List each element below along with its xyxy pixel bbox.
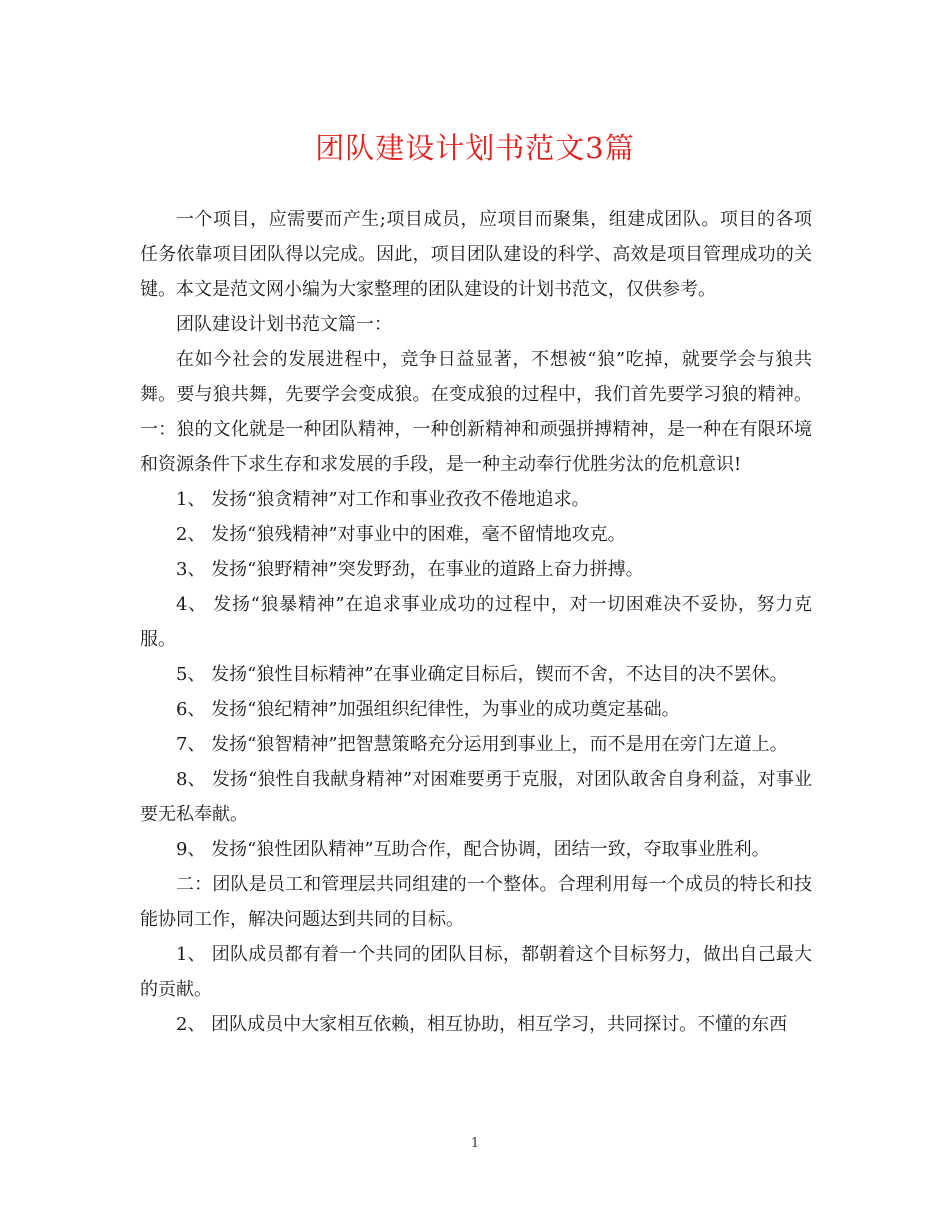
list-item: 8、 发扬“狼性自我献身精神”对困难要勇于克服，对团队敢舍自身利益，对事业要无私奉献。: [140, 769, 812, 825]
body-paragraph: 在如今社会的发展进程中，竞争日益显著，不想被“狼”吃掉，就要学会与狼共舞。要与狼共舞，先要学会变成狼。在变成狼的过程中，我们首先要学习狼的精神。 一：狼的文化就是一种团队精神，一种创新精神和顽强拼搏精神，是一种在有限环境和资源条件下求生存和求发展的手段，是一种主动奉行优胜劣汰的危机意识!: [140, 349, 812, 475]
list-item: 4、 发扬“狼暴精神”在追求事业成功的过程中，对一切困难决不妥协，努力克服。: [140, 594, 812, 650]
intro-paragraph: 一个项目，应需要而产生;项目成员，应项目而聚集，组建成团队。项目的各项任务依靠项目团队得以完成。因此，项目团队建设的科学、高效是项目管理成功的关键。本文是范文网小编为大家整理的团队建设的计划书范文，仅供参考。: [140, 209, 812, 300]
list-item: 3、 发扬“狼野精神”突发野劲，在事业的道路上奋力拼搏。: [176, 559, 644, 580]
list-item: 6、 发扬“狼纪精神”加强组织纪律性，为事业的成功奠定基础。: [176, 699, 680, 720]
section-heading: 团队建设计划书范文篇一：: [176, 314, 392, 335]
list-item: 9、 发扬“狼性团队精神”互助合作，配合协调，团结一致，夺取事业胜利。: [176, 839, 770, 860]
list-item: 2、 发扬“狼残精神”对事业中的困难，毫不留情地攻克。: [176, 524, 626, 545]
list-item: 2、 团队成员中大家相互依赖，相互协助，相互学习，共同探讨。不懂的东西: [176, 1014, 788, 1035]
list-item: 1、 发扬“狼贪精神”对工作和事业孜孜不倦地追求。: [176, 489, 590, 510]
page-number: 1: [470, 1136, 480, 1151]
document-body: [140, 202, 812, 1042]
document-title: 团队建设计划书范文3篇: [315, 131, 635, 165]
list-item: 7、 发扬“狼智精神”把智慧策略充分运用到事业上，而不是用在旁门左道上。: [176, 734, 788, 755]
body-paragraph: 二：团队是员工和管理层共同组建的一个整体。合理利用每一个成员的特长和技能协同工作，解决问题达到共同的目标。: [140, 874, 812, 930]
list-item: 1、 团队成员都有着一个共同的团队目标，都朝着这个目标努力，做出自己最大的贡献。: [140, 944, 812, 1000]
list-item: 5、 发扬“狼性目标精神”在事业确定目标后，锲而不舍，不达目的决不罢休。: [176, 664, 788, 685]
